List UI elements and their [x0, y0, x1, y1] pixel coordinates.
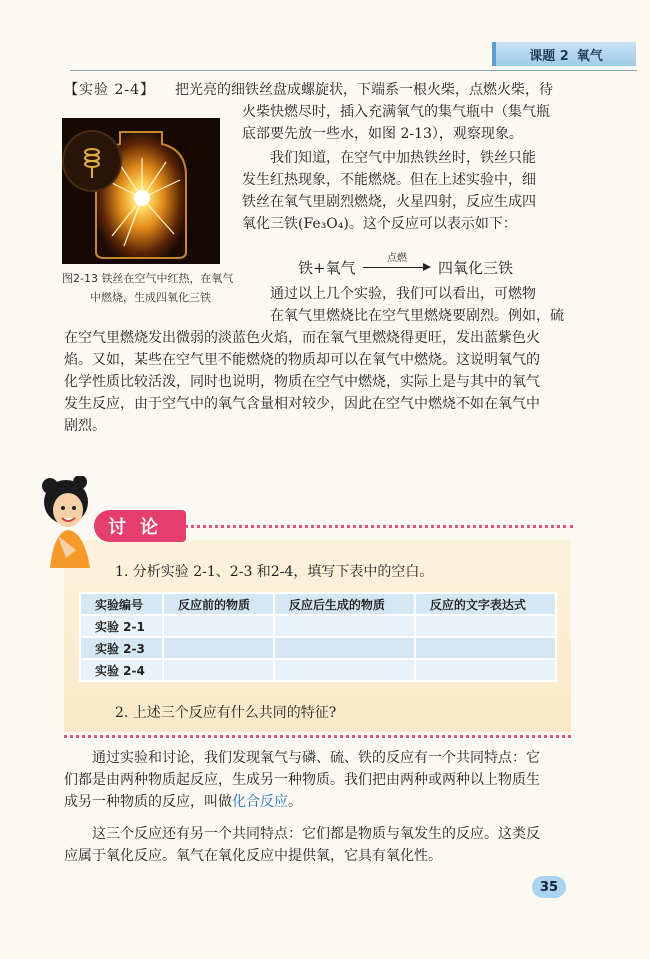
paragraph-line: 通过以上几个实验，我们可以看出，可燃物 [270, 286, 536, 302]
page-number: 35 [532, 876, 566, 898]
paragraph-oxidation [64, 823, 605, 867]
coil-icon [64, 132, 120, 190]
reaction-condition: 点燃 [387, 253, 407, 264]
text-span: 。 [288, 794, 302, 810]
paragraph-combustion-comparison-cont [64, 327, 605, 437]
paragraph-line: 们都是由两种物质起反应，生成另一种物质。我们把由两种或两种以上物质生 [64, 772, 540, 788]
table-cell: 实验 2-1 [80, 615, 163, 637]
chapter-topic: 课题 2 [529, 48, 569, 64]
equation-product: 四氧化三铁 [438, 259, 514, 277]
paragraph-line: 铁丝在氧气里剧烈燃烧，火星四射，反应生成四 [242, 194, 536, 210]
experiment-text-line1: 把光亮的细铁丝盘成螺旋状，下端系一根火柴，点燃火柴，待 [175, 82, 553, 98]
table-cell: 实验 2-4 [80, 659, 163, 681]
paragraph-line: 剧烈。 [64, 418, 106, 434]
header-divider [70, 70, 637, 71]
discussion-question-1: 1. 分析实验 2-1、2-3 和2-4，填写下表中的空白。 [115, 564, 434, 580]
paragraph-line: 发生反应，由于空气中的氧气含量相对较少，因此在空气中燃烧不如在氧气中 [64, 396, 540, 412]
paragraph-line: 在氧气里燃烧比在空气里燃烧要剧烈。例如，硫 [270, 308, 564, 324]
table-cell: 实验 2-3 [80, 637, 163, 659]
table-row [80, 615, 556, 637]
experiment-text-line3: 底部要先放一些水，如图 2-13），观察现象。 [242, 126, 523, 142]
paragraph-iron-burning [242, 147, 602, 235]
figure-caption-line2: 中燃烧，生成四氧化三铁 [90, 291, 211, 304]
paragraph-line: 我们知道，在空气中加热铁丝时，铁丝只能 [270, 150, 536, 166]
table-cell [163, 615, 274, 637]
table-header: 反应的文字表达式 [415, 593, 556, 615]
table-header: 反应后生成的物质 [274, 593, 415, 615]
table-row [80, 659, 556, 681]
paragraph-line: 焰。又如，某些在空气里不能燃烧的物质却可以在氧气中燃烧。这说明氧气的 [64, 352, 540, 368]
iron-coil-inset [64, 132, 120, 190]
table-cell [415, 615, 556, 637]
arrow-line [363, 267, 425, 268]
paragraph-line: 发生红热现象，不能燃烧。但在上述实验中，细 [242, 172, 536, 188]
paragraph-line: 氧化三铁(Fe₃O₄)。这个反应可以表示如下： [242, 216, 517, 232]
table-row [80, 637, 556, 659]
paragraph-line: 在空气里燃烧发出微弱的淡蓝色火焰，而在氧气里燃烧得更旺，发出蓝紫色火 [64, 330, 540, 346]
paragraph-line: 应属于氧化反应。氧气在氧化反应中提供氧，它具有氧化性。 [64, 848, 442, 864]
table-cell [274, 659, 415, 681]
table-cell [274, 615, 415, 637]
discussion-bottom-border [64, 735, 571, 738]
table-header: 反应前的物质 [163, 593, 274, 615]
reaction-table [79, 592, 557, 682]
table-cell [274, 637, 415, 659]
discussion-question-2: 2. 上述三个反应有什么共同的特征? [115, 705, 337, 721]
paragraph-line [64, 791, 605, 813]
discussion-tab: 讨论 [94, 510, 186, 542]
paragraph-line: 通过实验和讨论，我们发现氧气与磷、硫、铁的反应有一个共同特点：它 [92, 750, 540, 766]
figure-caption [62, 269, 242, 307]
discussion-top-border [118, 525, 573, 528]
table-cell [415, 659, 556, 681]
reaction-arrow [361, 249, 433, 279]
text-span: 成另一种物质的反应，叫做 [64, 794, 232, 810]
equation-reactants: 铁+氧气 [298, 259, 356, 277]
table-cell [163, 659, 274, 681]
table-header-row [80, 593, 556, 615]
figure-caption-line1: 图2-13 铁丝在空气中红热，在氧气 [62, 272, 234, 285]
chapter-header [492, 42, 636, 66]
paragraph-line: 化学性质比较活泼，同时也说明，物质在空气中燃烧，实际上是与其中的氧气 [64, 374, 540, 390]
experiment-text-line2: 火柴快燃尽时，插入充满氧气的集气瓶中（集气瓶 [242, 104, 550, 120]
paragraph-combustion-comparison [270, 283, 605, 327]
paragraph-line: 这三个反应还有另一个共同特点：它们都是物质与氧发生的反应。这类反 [92, 826, 540, 842]
experiment-label: 【实验 2-4】 [64, 82, 155, 98]
paragraph-combination-reaction [64, 747, 605, 813]
key-term-combination-reaction: 化合反应 [232, 794, 288, 810]
experiment-text [242, 101, 602, 145]
chapter-title: 氧气 [576, 48, 603, 64]
table-header: 实验编号 [80, 593, 163, 615]
table-cell [415, 637, 556, 659]
word-equation [298, 249, 548, 279]
table-cell [163, 637, 274, 659]
arrow-head-icon [423, 263, 431, 271]
